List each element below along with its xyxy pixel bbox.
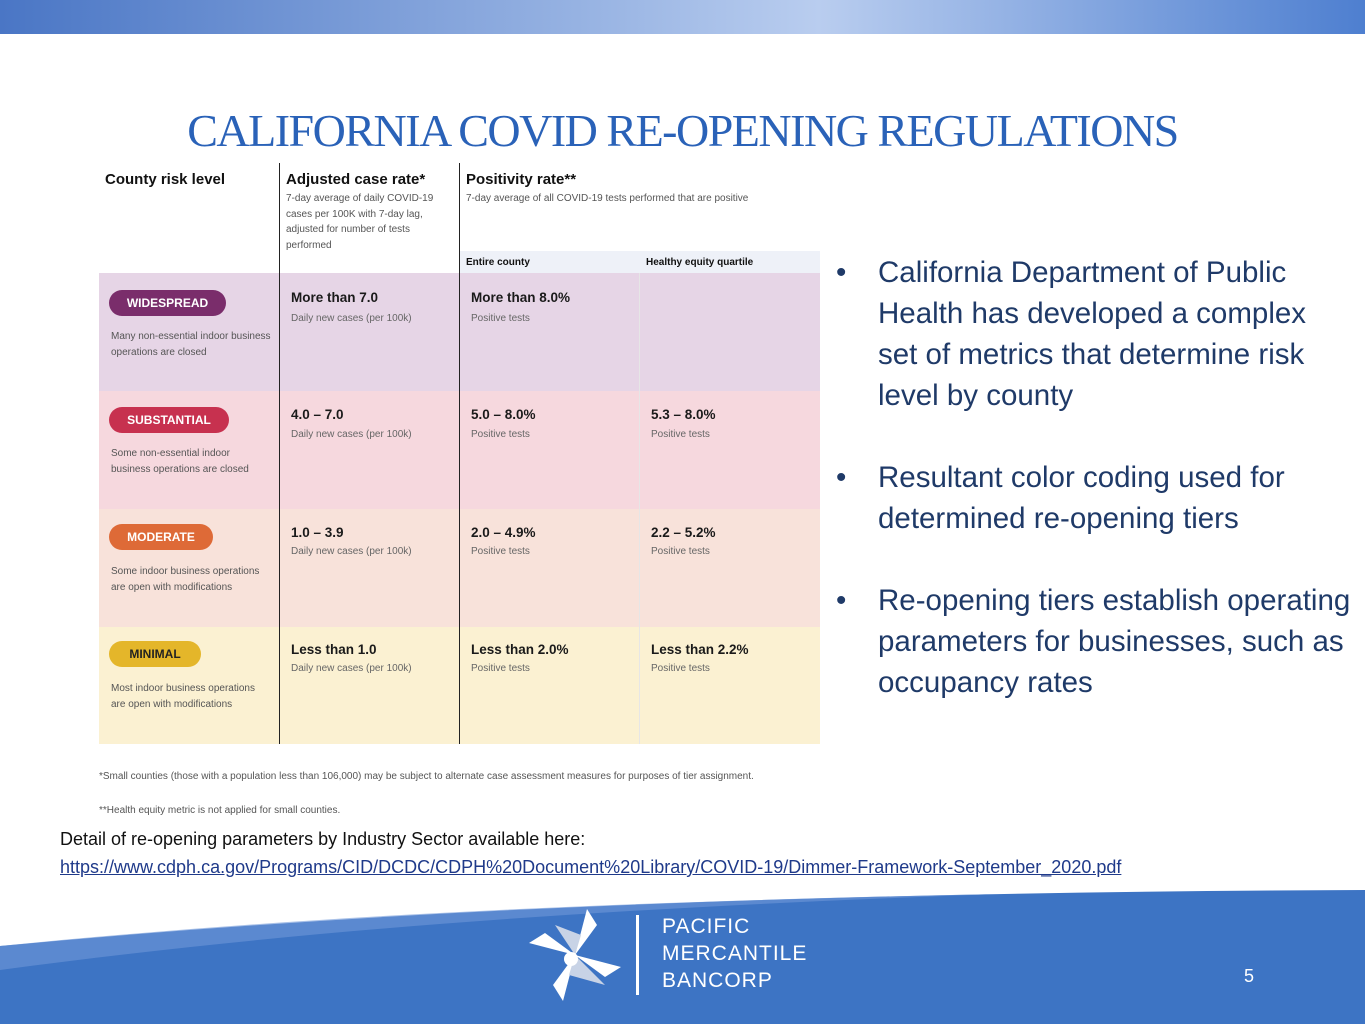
- header-positivity-rate: Positivity rate**: [466, 171, 577, 188]
- case-rate-value: Less than 1.0: [291, 642, 377, 657]
- county-value: 5.0 – 8.0%: [471, 407, 536, 422]
- footnote-small-counties: *Small counties (those with a population less than 106,000) may be subject to alternate case assessment measures for purposes of tier assignment.: [99, 771, 754, 782]
- case-rate-sub: Daily new cases (per 100k): [291, 546, 412, 557]
- footnote-health-equity: **Health equity metric is not applied for small counties.: [99, 805, 341, 816]
- tier-desc: Most indoor business operations are open with modifications: [111, 683, 255, 710]
- header-equity-quartile: Healthy equity quartile: [646, 257, 754, 268]
- header-entire-county: Entire county: [466, 257, 530, 268]
- cdph-framework-link[interactable]: https://www.cdph.ca.gov/Programs/CID/DCDC/CDPH%20Document%20Library/COVID-19/Dimmer-Framework-September_2020.pdf: [60, 857, 1122, 877]
- equity-sub: Positive tests: [651, 663, 710, 674]
- brand-line: PACIFIC: [662, 915, 751, 938]
- column-divider: [279, 163, 280, 744]
- bullet-list: [832, 252, 1352, 744]
- bullet-item: • California Department of Public Health has developed a complex set of metrics that determine risk level by county: [836, 256, 1307, 412]
- brand-wordmark: [662, 913, 807, 994]
- bullet-item: • Resultant color coding used for determined re-opening tiers: [836, 461, 1285, 535]
- tier-desc: Some indoor business operations are open with modifications: [111, 566, 260, 593]
- county-sub: Positive tests: [471, 663, 530, 674]
- equity-value: 5.3 – 8.0%: [651, 407, 716, 422]
- equity-value: Less than 2.2%: [651, 642, 749, 657]
- detail-text: Detail of re-opening parameters by Industry Sector available here:: [60, 829, 586, 849]
- brand-line: BANCORP: [662, 969, 773, 992]
- tier-badge-widespread: WIDESPREAD: [109, 290, 226, 316]
- bullet-text: California Department of Public Health has developed a complex set of metrics that determine risk level by county: [878, 256, 1307, 412]
- case-rate-value: 4.0 – 7.0: [291, 407, 344, 422]
- tier-table: [99, 163, 820, 744]
- case-rate-sub: Daily new cases (per 100k): [291, 429, 412, 440]
- case-rate-value: More than 7.0: [291, 290, 379, 305]
- equity-sub: Positive tests: [651, 546, 710, 557]
- header-case-rate: Adjusted case rate*: [286, 171, 426, 188]
- county-value: More than 8.0%: [471, 290, 571, 305]
- bullet-text: Resultant color coding used for determined re-opening tiers: [878, 461, 1285, 535]
- tier-badge-substantial: SUBSTANTIAL: [109, 407, 229, 433]
- column-divider: [639, 273, 640, 744]
- bullet-text: Re-opening tiers establish operating parameters for businesses, such as occupancy rates: [878, 584, 1351, 699]
- tier-desc: Some non-essential indoor business operations are closed: [111, 448, 249, 475]
- top-banner: [0, 0, 1365, 34]
- tier-desc: Many non-essential indoor business operations are closed: [111, 331, 271, 358]
- equity-value: 2.2 – 5.2%: [651, 525, 716, 540]
- case-rate-value: 1.0 – 3.9: [291, 525, 344, 540]
- tier-badge-moderate: MODERATE: [109, 524, 213, 550]
- header-positivity-desc: 7-day average of all COVID-19 tests performed that are positive: [466, 193, 749, 204]
- county-sub: Positive tests: [471, 546, 530, 557]
- pacific-mercantile-logo-icon: [525, 905, 625, 1005]
- county-sub: Positive tests: [471, 429, 530, 440]
- county-sub: Positive tests: [471, 313, 530, 324]
- county-value: 2.0 – 4.9%: [471, 525, 536, 540]
- case-rate-sub: Daily new cases (per 100k): [291, 313, 412, 324]
- case-rate-sub: Daily new cases (per 100k): [291, 663, 412, 674]
- column-divider: [459, 163, 460, 744]
- equity-sub: Positive tests: [651, 429, 710, 440]
- slide-title: CALIFORNIA COVID RE-OPENING REGULATIONS: [187, 105, 1178, 156]
- logo-divider: [636, 915, 639, 995]
- header-risk-level: County risk level: [105, 171, 226, 188]
- brand-line: MERCANTILE: [662, 942, 808, 965]
- page-number: 5: [1244, 966, 1255, 986]
- county-value: Less than 2.0%: [471, 642, 569, 657]
- bullet-item: • Re-opening tiers establish operating parameters for businesses, such as occupancy rates: [836, 584, 1351, 699]
- tier-badge-minimal: MINIMAL: [109, 641, 201, 667]
- header-case-rate-desc: 7-day average of daily COVID-19 cases per 100K with 7-day lag, adjusted for number of tests performed: [286, 193, 434, 251]
